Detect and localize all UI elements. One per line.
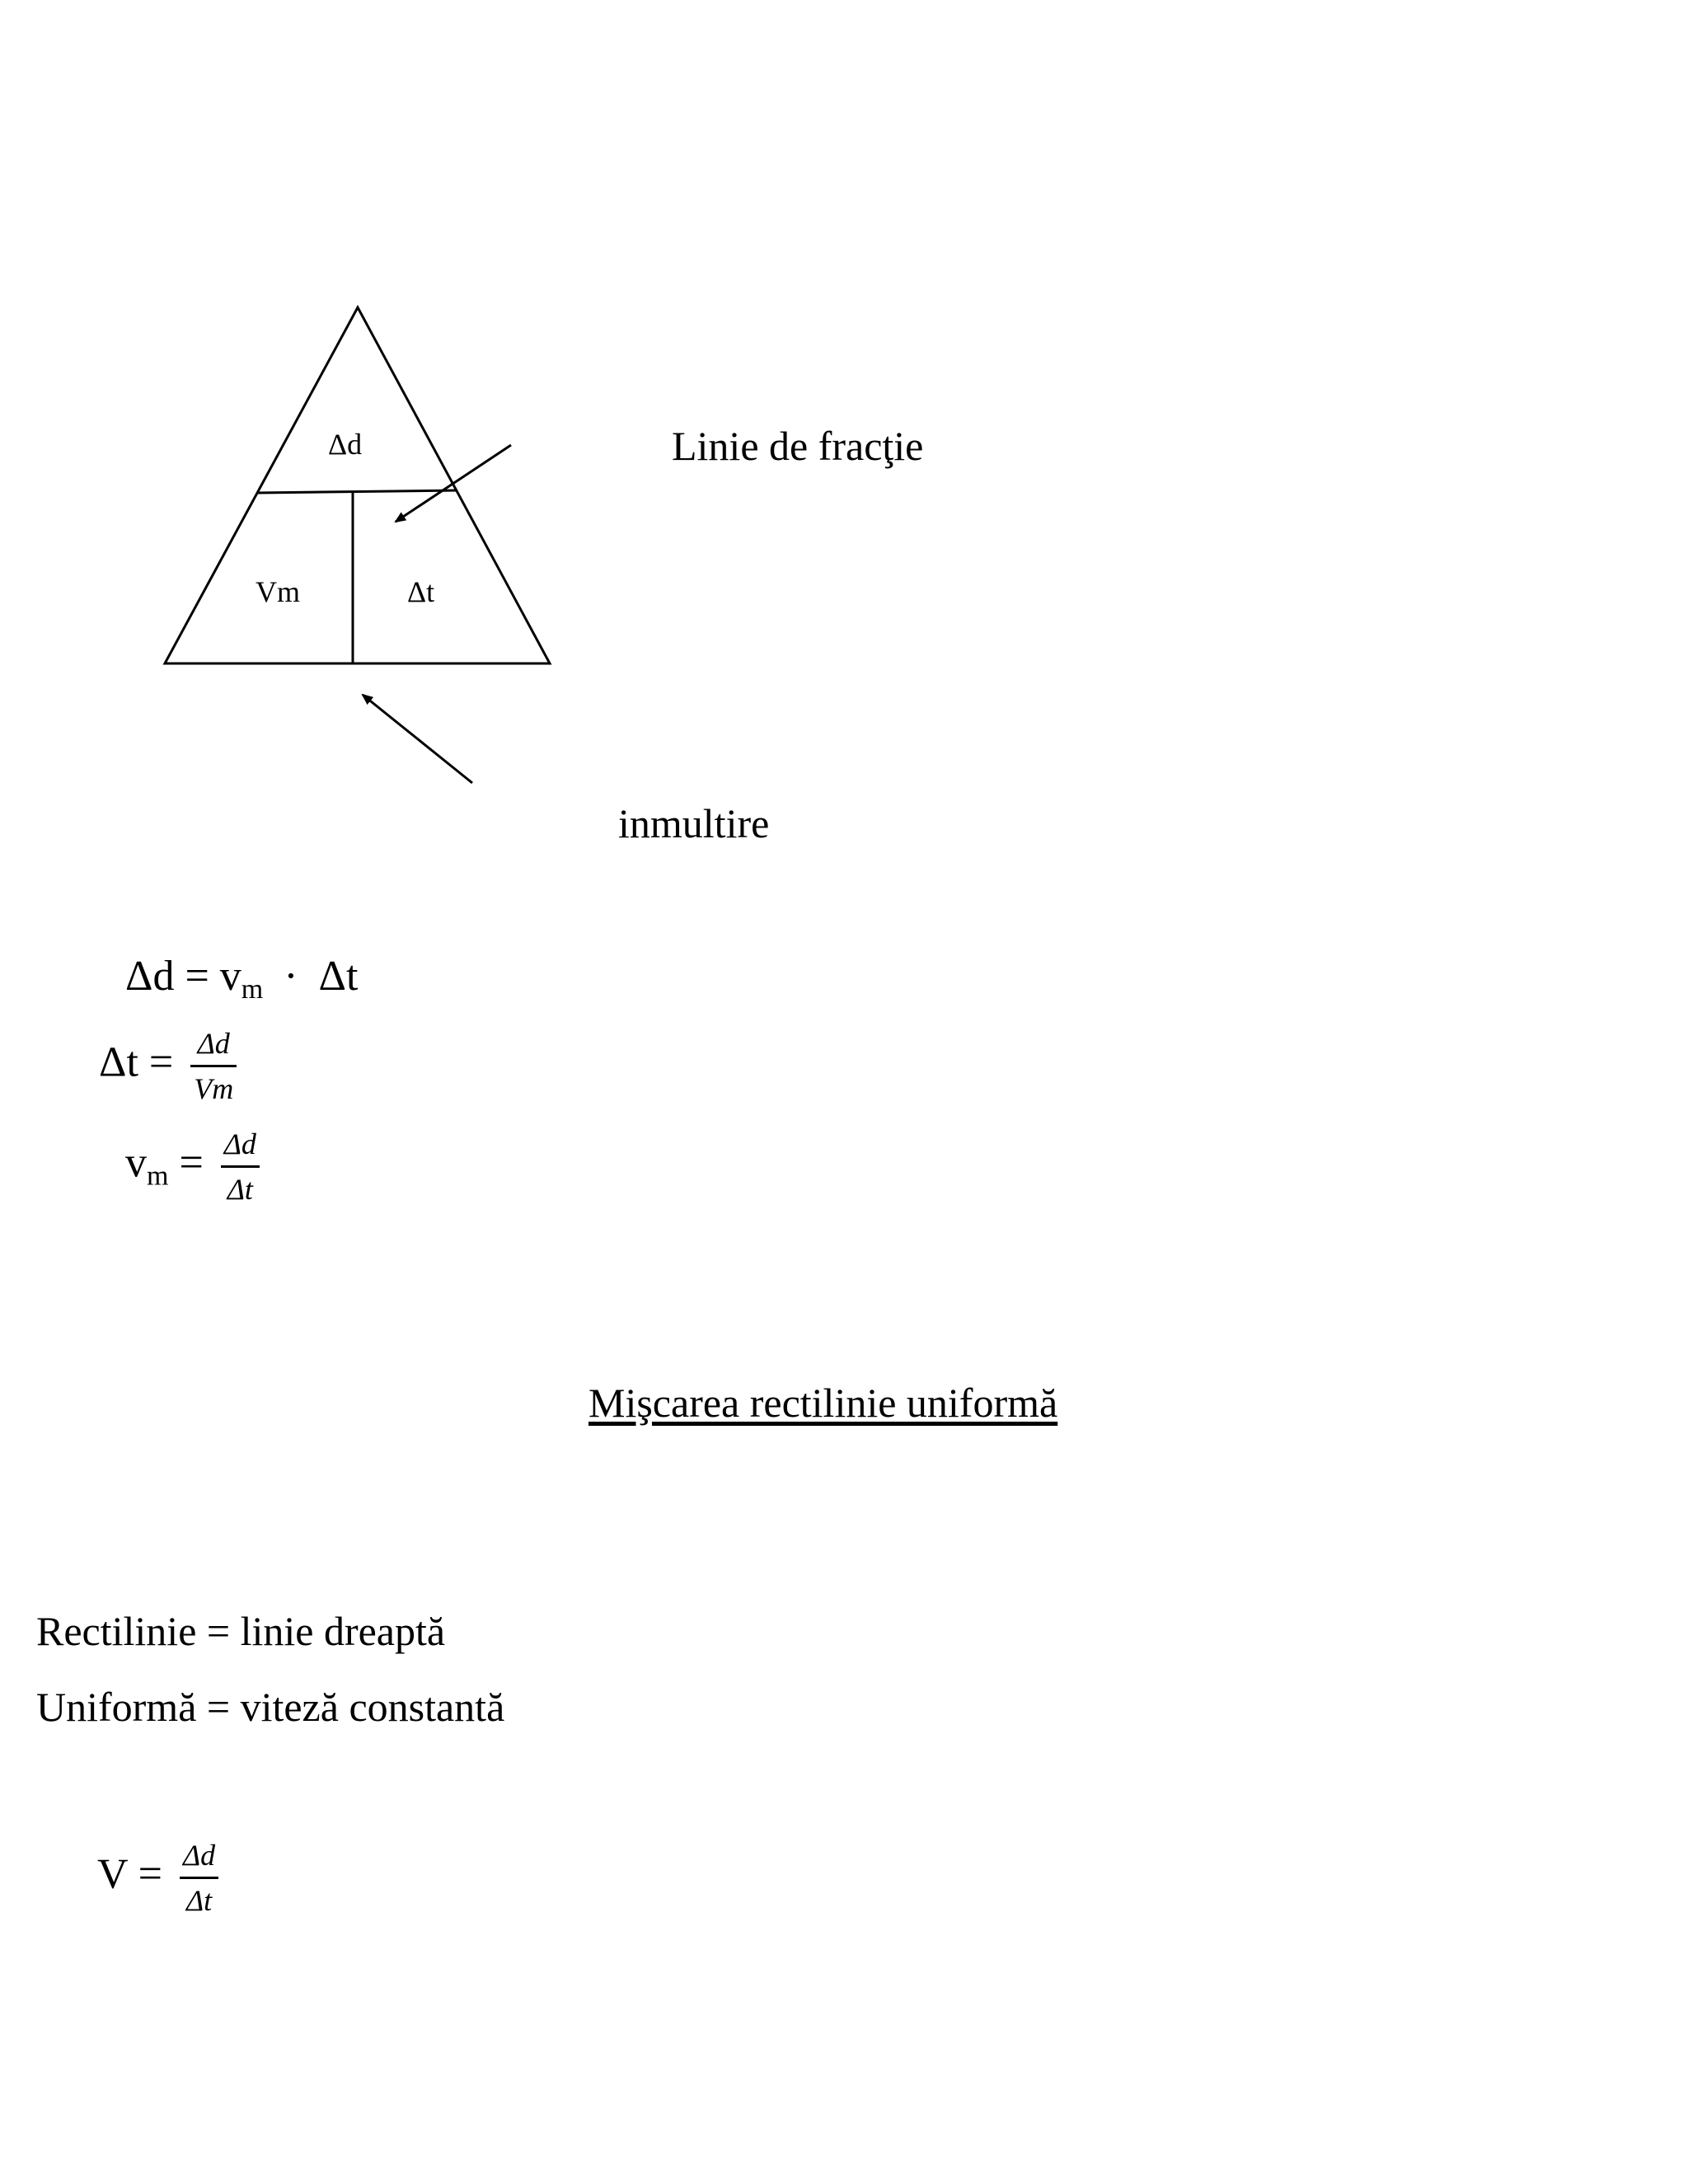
multiplication-arrow	[363, 695, 472, 783]
triangle-outline	[165, 307, 550, 663]
definition-uniform: Uniformă = viteză constantă	[36, 1684, 505, 1730]
triangle-top-cell: Δd	[328, 428, 363, 461]
fraction-divider-line	[258, 490, 457, 493]
speed-formula: $v_m$ = $\frac{\Delta d}{\Delta t}$	[125, 1122, 260, 1211]
triangle-bottom-right-cell: Δt	[407, 575, 435, 608]
speed-fraction: $\frac{\Delta d}{\Delta t}$	[221, 1122, 260, 1211]
time-fraction: $\frac{\Delta d}{Vm}$	[190, 1022, 237, 1110]
fraction-line-arrow	[396, 445, 511, 522]
definition-rectilinear: Rectilinie = linie dreaptă	[36, 1608, 446, 1654]
velocity-formula: V = $\frac{\Delta d}{\Delta t}$	[97, 1834, 218, 1922]
section-heading: Mişcarea rectilinie uniformă	[588, 1380, 1058, 1426]
multiplication-label: inmultire	[618, 800, 770, 846]
time-formula: Δt = $\frac{\Delta d}{Vm}$	[99, 1022, 237, 1110]
distance-formula: $\Delta d = v_m \cdot \Delta t$	[125, 953, 359, 1005]
velocity-fraction: $\frac{\Delta d}{\Delta t}$	[180, 1834, 218, 1922]
triangle-bottom-left-cell: Vm	[256, 575, 300, 608]
fraction-line-label: Linie de fracţie	[672, 423, 924, 469]
